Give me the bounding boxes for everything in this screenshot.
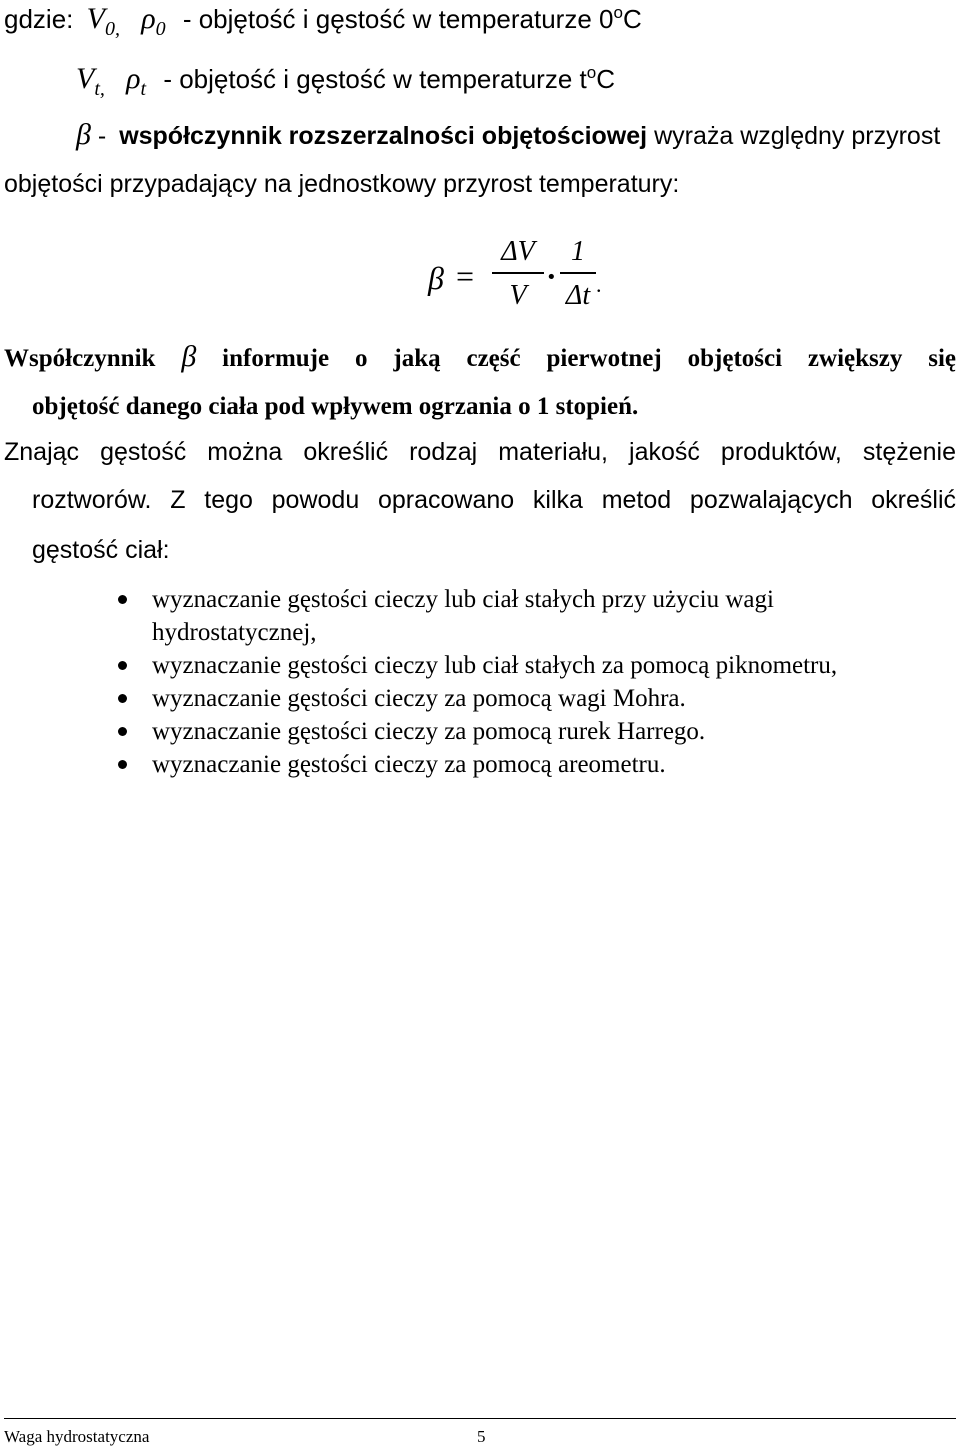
- fraction-bar: [560, 272, 596, 274]
- list-item: wyznaczanie gęstości cieczy za pomocą areometru.: [110, 748, 930, 781]
- symbol-vt: $V_{t,}$: [76, 62, 105, 100]
- bullet-icon: [118, 595, 127, 604]
- fraction-delta-v-over-v: [492, 238, 544, 310]
- formula-lhs: β: [428, 260, 444, 296]
- density-paragraph-line-1: Znając gęstość można określić rodzaj materiału, jakość produktów, stężenie: [4, 438, 956, 466]
- definition-rest: wyraża względny przyrost: [654, 122, 941, 150]
- fraction-bar: [492, 272, 544, 274]
- list-item: wyznaczanie gęstości cieczy za pomocą rurek Harrego.: [110, 715, 930, 748]
- bullet-icon: [118, 760, 127, 769]
- symbol-rhot: $\rho_t$: [126, 62, 147, 100]
- list-item: wyznaczanie gęstości cieczy za pomocą wagi Mohra.: [110, 682, 930, 715]
- fraction-numerator: ΔV: [501, 236, 535, 267]
- beta-paragraph-line-2: objętość danego ciała pod wpływem ogrzania o 1 stopień.: [32, 393, 639, 420]
- definition-row-v0: [4, 4, 642, 39]
- fraction-one-over-delta-t: [560, 238, 596, 310]
- bullet-icon: [118, 661, 127, 670]
- list-item: wyznaczanie gęstości cieczy lub ciał stałych za pomocą piknometru,: [110, 649, 930, 682]
- bullet-icon: [118, 727, 127, 736]
- fraction-denominator: Δt: [565, 280, 591, 311]
- fraction-numerator: 1: [571, 236, 585, 267]
- beta-paragraph-line-1: Współczynnik β informuje o jaką część pierwotnej objętości zwiększy się: [4, 340, 957, 373]
- formula-equals: =: [456, 258, 475, 294]
- symbol-v0: $V_{0,}$: [86, 2, 120, 40]
- footer-divider: [4, 1418, 956, 1419]
- definition-row-beta: [76, 120, 940, 150]
- definition-bold-term: współczynnik rozszerzalności objętościowej: [119, 122, 648, 150]
- list-item: wyznaczanie gęstości cieczy lub ciał stałych przy użyciu wagi hydrostatycznej,: [110, 583, 930, 649]
- symbol-beta: β: [76, 118, 91, 151]
- footer-title: Waga hydrostatyczna: [4, 1427, 150, 1446]
- density-methods-list: [110, 583, 930, 781]
- density-paragraph-line-3: gęstość ciał:: [32, 536, 170, 564]
- definition-text: - objętość i gęstość w temperaturze $t^oC$: [163, 63, 615, 94]
- definition-row-vt: [76, 64, 615, 99]
- definition-row-continuation: objętości przypadający na jednostkowy przyrost temperatury:: [4, 170, 680, 198]
- formula-period: .: [596, 272, 602, 297]
- definition-dash: -: [97, 122, 107, 150]
- definition-prefix: gdzie:: [4, 4, 74, 34]
- symbol-rho0: $\rho_0$: [141, 2, 166, 40]
- fraction-denominator: V: [509, 280, 527, 311]
- formula-multiply: ·: [546, 258, 557, 294]
- definition-text: - objętość i gęstość w temperaturze 0$^o$C: [182, 3, 642, 34]
- bullet-icon: [118, 694, 127, 703]
- footer-page-number: 5: [477, 1427, 486, 1446]
- density-paragraph-line-2: roztworów. Z tego powodu opracowano kilka metod pozwalających określić: [32, 486, 956, 514]
- beta-formula: [428, 238, 608, 318]
